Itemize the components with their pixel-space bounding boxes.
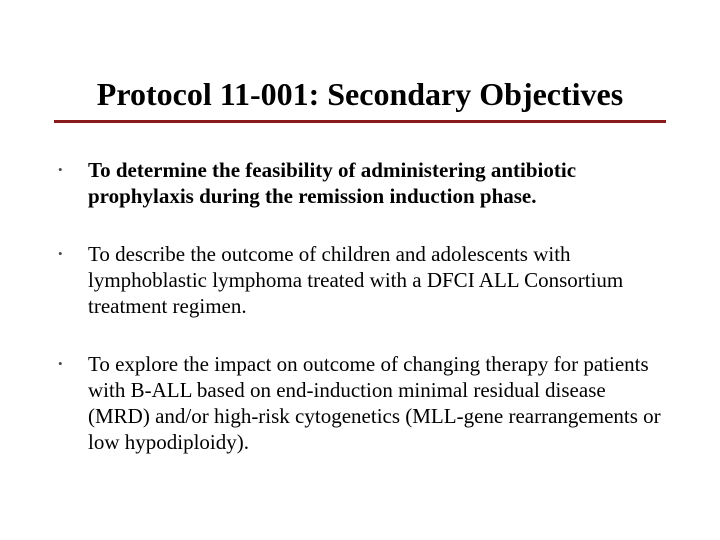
bullet-dot-icon: • bbox=[58, 246, 63, 261]
bullet-dot-icon: • bbox=[58, 162, 63, 177]
objective-item-3 bbox=[58, 351, 668, 455]
title-underline bbox=[54, 120, 666, 123]
objective-text-2: To describe the outcome of children and adolescents with lymphoblastic lymphoma treated with a DFCI ALL Consortium treatment regimen. bbox=[88, 242, 624, 318]
objective-text-3: To explore the impact on outcome of changing therapy for patients with B-ALL based on end-induction minimal residual disease (MRD) and/or high-risk cytogenetics (MLL-gene rearrangements or low hypodiploidy). bbox=[88, 352, 661, 454]
objective-item-2 bbox=[58, 241, 668, 319]
objective-text-1: To determine the feasibility of administering antibiotic prophylaxis during the remission induction phase. bbox=[88, 158, 577, 208]
slide-title: Protocol 11-001: Secondary Objectives bbox=[96, 76, 624, 112]
objectives-list bbox=[58, 157, 668, 455]
bullet-dot-icon: • bbox=[58, 356, 63, 371]
objective-item-1 bbox=[58, 157, 668, 209]
